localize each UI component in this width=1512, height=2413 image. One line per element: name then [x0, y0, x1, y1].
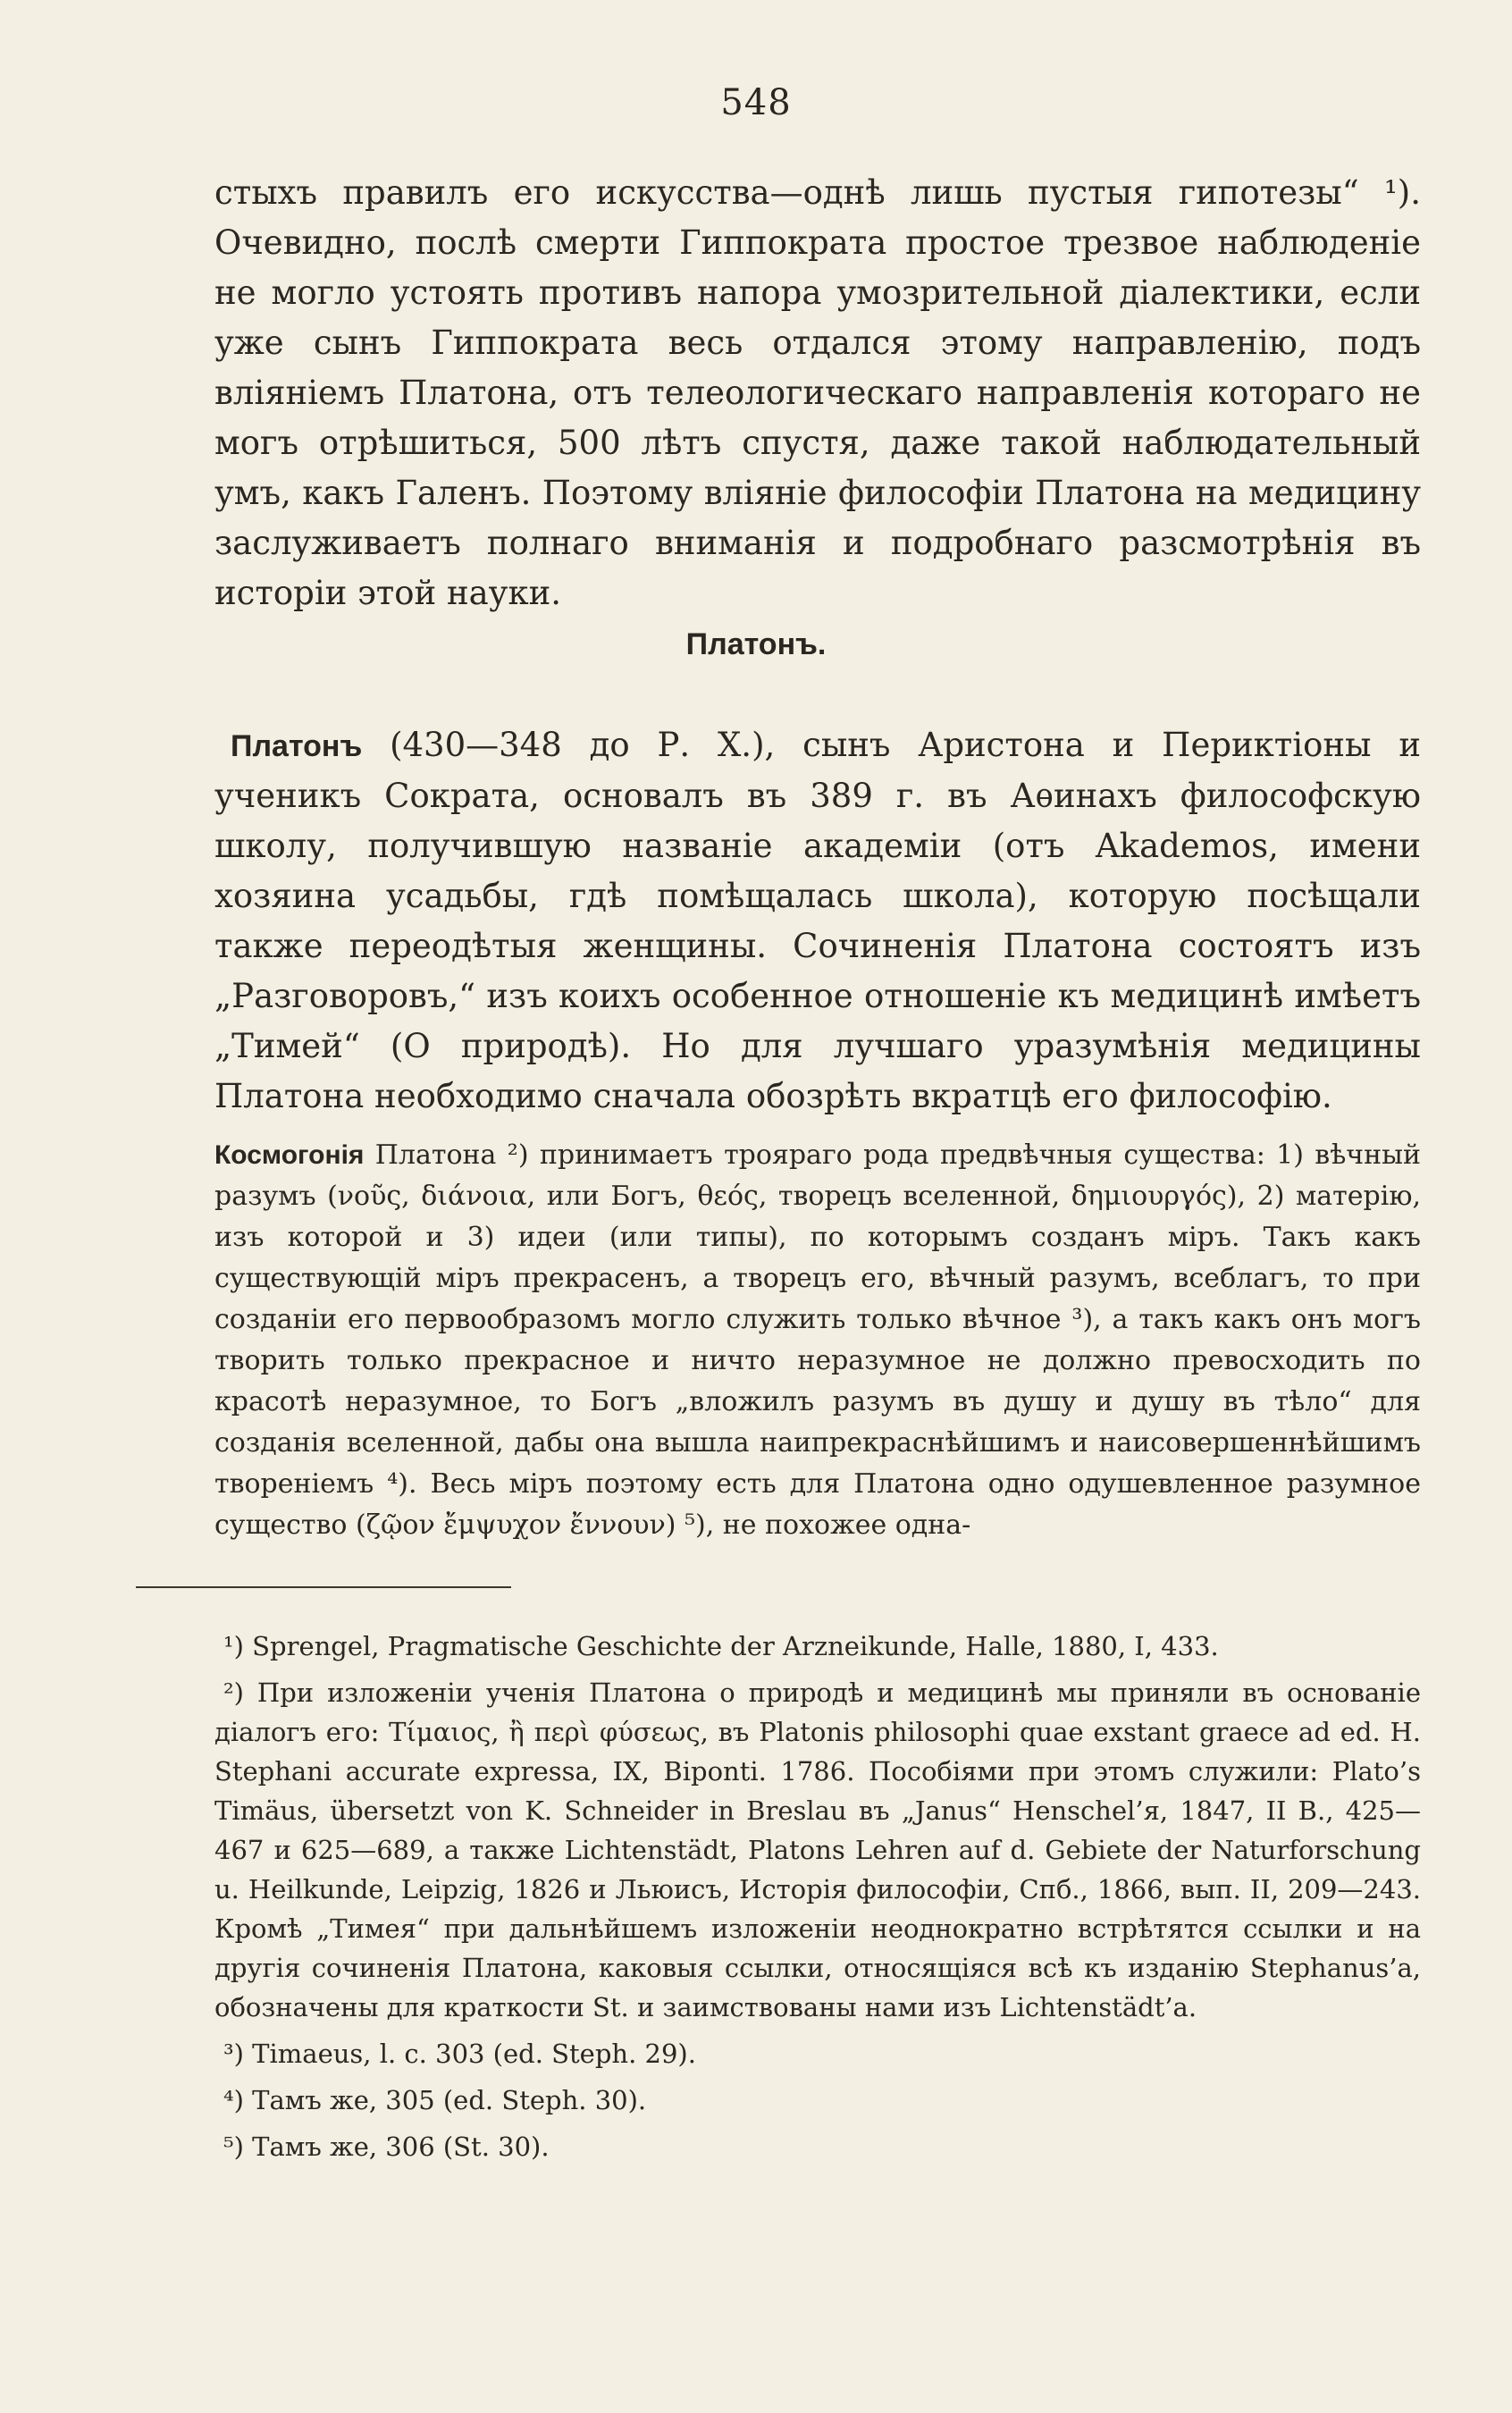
footnote: ¹) Sprengel, Pragmatische Geschichte der Arzneikunde, Halle, 1880, I, 433.: [223, 1631, 1219, 1661]
footnotes: [214, 1627, 1421, 2173]
cosmogony-paragraph-lead: Космогонія: [214, 1140, 365, 1170]
main-paragraph: [214, 720, 1421, 1122]
footnote-divider: [136, 1586, 511, 1588]
cosmogony-paragraph: [214, 1135, 1421, 1546]
footnote: ³) Timaeus, l. c. 303 (ed. Steph. 29).: [223, 2039, 696, 2069]
footnote: ⁴) Тамъ же, 305 (ed. Steph. 30).: [223, 2085, 647, 2115]
footnote: ²) При изложеніи ученія Платона о природѣ и медицинѣ мы приняли въ основаніе діалогъ его: Τίμαιος, ἢ περὶ φύσεως, въ Platonis philosophi quae exstant graece ad ed. H. Stephani accurate expressa, IX, Biponti. 1786. Пособіями при этомъ служили: Plato’s Timäus, übersetzt von K. Schneider in Breslau въ „Janus“ Henschel’я, 1847, II B., 425—467 и 625—689, а также Lichtenstädt, Platons Lehren auf d. Gebiete der Naturforschung u. Heilkunde, Leipzig, 1826 и Льюисъ, Исторія философіи, Спб., 1866, вып. II, 209—243. Кромѣ „Тимея“ при дальнѣйшемъ изложеніи неоднократно встрѣтятся ссылки и на другія сочиненія Платона, каковыя ссылки, относящіяся всѣ къ изданію Stephanus’а, обозначены для краткости St. и заимствованы нами изъ Lichtenstädt’а.: [214, 1677, 1421, 2022]
cosmogony-paragraph-text: Платона ²) принимаетъ трояраго рода предвѣчныя существа: 1) вѣчный разумъ (νοῦς, διάνοια, или Богъ, θεός, творецъ вселенной, δημιουργός), 2) матерію, изъ которой и 3) идеи (или типы), по которымъ созданъ міръ. Такъ какъ существующій міръ прекрасенъ, а творецъ его, вѣчный разумъ, всеблагъ, то при созданіи его первообразомъ могло служить только вѣчное ³), а такъ какъ онъ могъ творить только прекрасное и ничто неразумное не должно превосходить по красотѣ неразумное, то Богъ „вложилъ разумъ въ душу и душу въ тѣло“ для созданія вселенной, дабы она вышла наипрекраснѣйшимъ и наисовершеннѣйшимъ твореніемъ ⁴). Весь міръ поэтому есть для Платона одно одушевленное разумное существо (ζῷον ἔμψυχον ἔννουν) ⁵), не похожее одна-: [214, 1139, 1421, 1541]
intro-paragraph: стыхъ правилъ его искусства—однѣ лишь пустыя гипотезы“ ¹). Очевидно, послѣ смерти Гиппократа простое трезвое наблюденіе не могло устоять противъ напора умозрительной діалектики, если уже сынъ Гиппократа весь отдался этому направленію, подъ вліяніемъ Платона, отъ телеологическаго направленія котораго не могъ отрѣшиться, 500 лѣтъ спустя, даже такой наблюдательный умъ, какъ Галенъ. Поэтому вліяніе философіи Платона на медицину заслуживаетъ полнаго вниманія и подробнаго разсмотрѣнія въ исторіи этой науки.: [214, 173, 1421, 612]
main-paragraph-lead: Платонъ: [231, 729, 363, 763]
main-paragraph-text: (430—348 до Р. Х.), сынъ Аристона и Периктіоны и ученикъ Сократа, основалъ въ 389 г. въ Аѳинахъ философскую школу, получившую названіе академіи (отъ Akademos, имени хозяина усадьбы, гдѣ помѣщалась школа), которую посѣщали также переодѣтыя женщины. Сочиненія Платона состоятъ изъ „Разговоровъ,“ изъ коихъ особенное отношеніе къ медицинѣ имѣетъ „Тимей“ (О природѣ). Но для лучшаго уразумѣнія медицины Платона необходимо сначала обозрѣть вкратцѣ его философію.: [214, 726, 1421, 1115]
footnote: ⁵) Тамъ же, 306 (St. 30).: [223, 2131, 550, 2162]
section-heading: Платонъ.: [685, 627, 827, 661]
page-number: 548: [720, 82, 792, 123]
